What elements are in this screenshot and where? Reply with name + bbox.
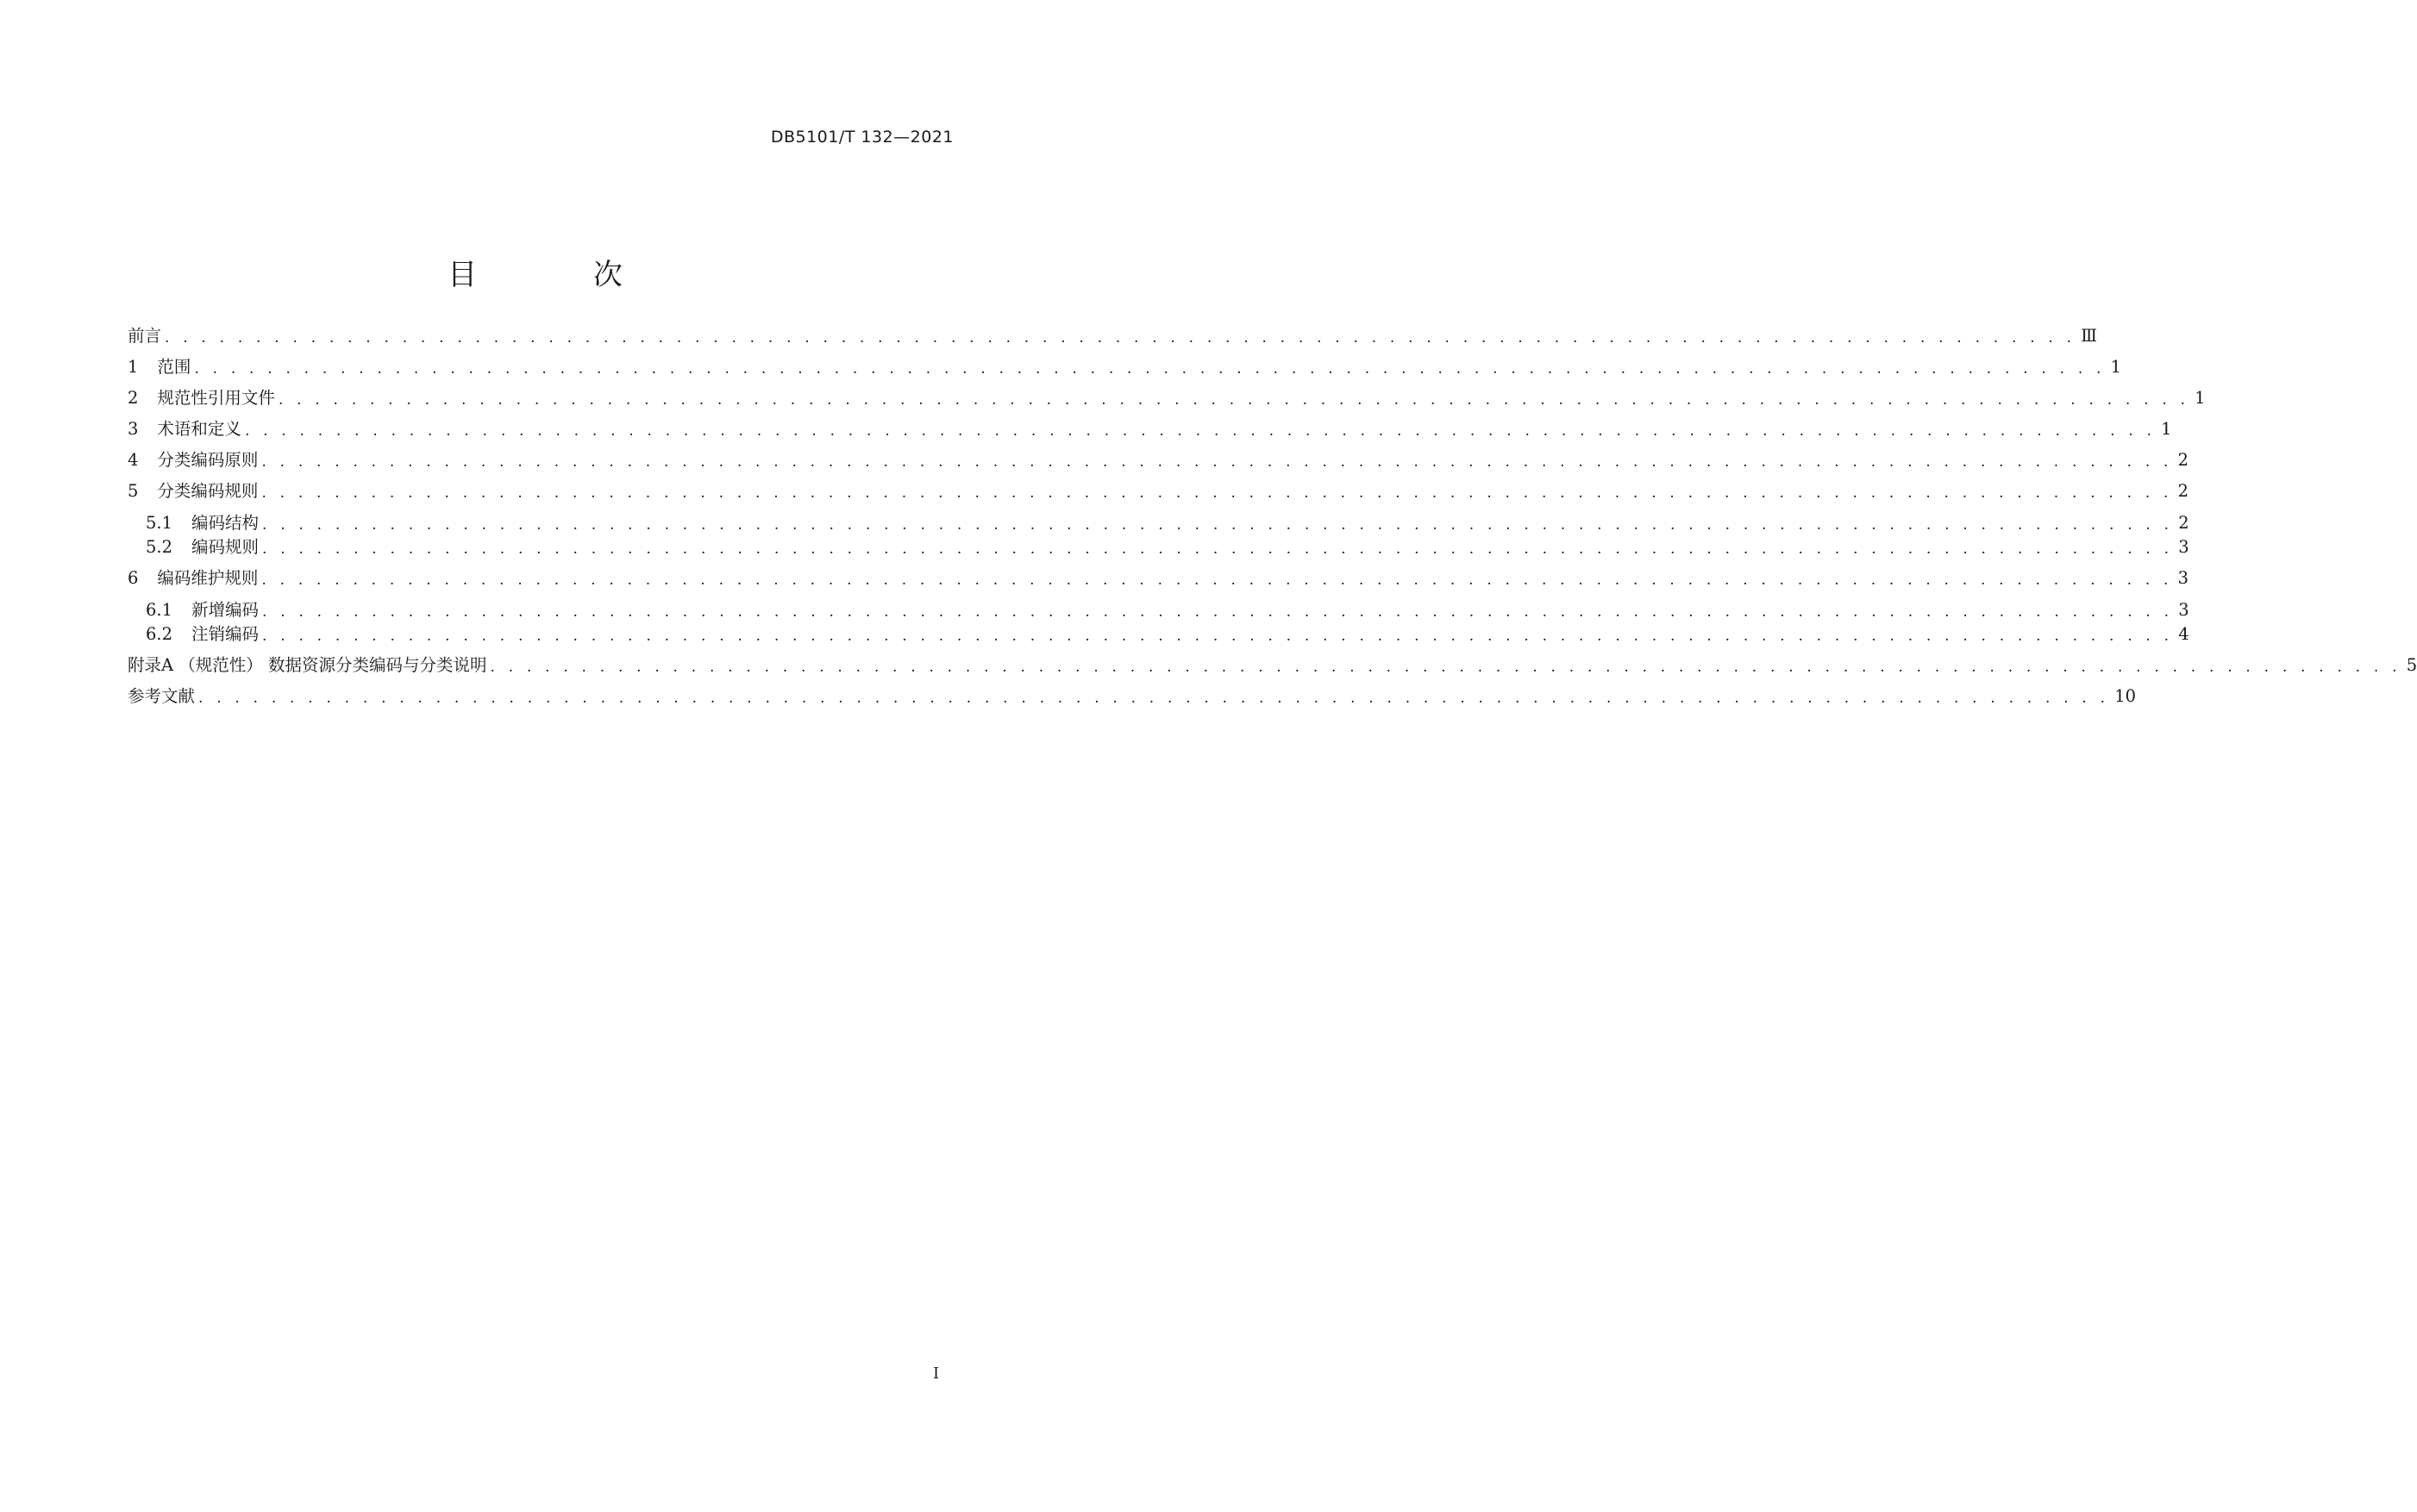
toc-entry-label: 编码规则	[191, 537, 260, 557]
toc-entry-terms-definitions[interactable]	[128, 415, 2172, 443]
toc-entry-number: 5	[128, 481, 139, 501]
toc-entry-number: 4	[128, 450, 139, 470]
toc-entry-number: 6.2	[146, 624, 173, 644]
toc-leader-dots: . . . . . . . . . . . . . . . . . . . . . . . . . . . . . . . . . . . . . . . . . . . . . . . . . . . . . . . . . . . . . . . . . . . . . . . . . . . . . . . . . . . . . . . . . . . . . . . . . . . . . . . . .	[261, 453, 2173, 471]
toc-entry-label: 注销编码	[191, 624, 260, 644]
toc-entry-number: 2	[128, 388, 139, 408]
toc-entry-label: 分类编码规则	[157, 481, 259, 501]
toc-entry-page: 3	[2178, 537, 2189, 557]
toc-leader-dots: . . . . . . . . . . . . . . . . . . . . . . . . . . . . . . . . . . . . . . . . . . . . . . . . . . . . . . . . . . . . . . . . . . . . . . . . . . . . . . . . . . . . . . . . . . . . . . . . . . . . . . . . .	[244, 422, 2157, 440]
toc-entry-number: 6.1	[146, 600, 173, 620]
toc-entry-page: 2	[2177, 481, 2189, 501]
toc-leader-dots: . . . . . . . . . . . . . . . . . . . . . . . . . . . . . . . . . . . . . . . . . . . . . . . . . . . . . . . . . . . . . . . . . . . . . . . . . . . . . . . . . . . . . . . . . . . . . . . . . . . . . . . . .	[165, 329, 2076, 347]
toc-entry-number: 1	[128, 357, 139, 377]
document-code: DB5101/T 132—2021	[770, 128, 954, 147]
toc-entry-normative-references[interactable]	[128, 384, 2206, 412]
toc-entry-cancel-codes[interactable]	[146, 621, 2189, 648]
page-number: I	[933, 1365, 940, 1383]
toc-entry-label: 新增编码	[191, 600, 260, 620]
toc-entry-number: 5.1	[146, 513, 173, 533]
toc-leader-dots: . . . . . . . . . . . . . . . . . . . . . . . . . . . . . . . . . . . . . . . . . . . . . . . . . . . . . . . . . . . . . . . . . . . . . . . . . . . . . . . . . . . . . . . . . . . . . . . . . . . . . . . . .	[262, 628, 2174, 645]
toc-leader-dots: . . . . . . . . . . . . . . . . . . . . . . . . . . . . . . . . . . . . . . . . . . . . . . . . . . . . . . . . . . . . . . . . . . . . . . . . . . . . . . . . . . . . . . . . . . . . . . . . . . . . . . . . .	[261, 484, 2173, 502]
toc-entry-label: 附录A （规范性） 数据资源分类编码与分类说明	[128, 655, 487, 675]
toc-entry-label: 前言	[128, 326, 162, 346]
toc-entry-number: 6	[128, 568, 139, 588]
toc-entry-label: 术语和定义	[157, 419, 241, 439]
toc-entry-maintenance-rules[interactable]	[128, 565, 2189, 592]
page-title: 目 次	[448, 257, 676, 292]
toc-entry-label: 编码结构	[191, 513, 260, 533]
toc-entry-label: 参考文献	[128, 686, 196, 706]
toc-entry-foreword[interactable]	[128, 322, 2098, 350]
toc-leader-dots: . . . . . . . . . . . . . . . . . . . . . . . . . . . . . . . . . . . . . . . . . . . . . . . . . . . . . . . . . . . . . . . . . . . . . . . . . . . . . . . . . . . . . . . . . . . . . . . . . . . . . . . . .	[262, 516, 2174, 534]
toc-entry-page: 3	[2178, 600, 2189, 620]
toc-entry-page: 4	[2178, 624, 2189, 644]
toc-entry-page: Ⅲ	[2081, 326, 2098, 346]
toc-entry-label: 分类编码原则	[157, 450, 259, 470]
toc-leader-dots: . . . . . . . . . . . . . . . . . . . . . . . . . . . . . . . . . . . . . . . . . . . . . . . . . . . . . . . . . . . . . . . . . . . . . . . . . . . . . . . . . . . . . . . . . . . . . . . . . . . . . . . . .	[194, 360, 2106, 378]
toc-entry-number: 5.2	[146, 537, 173, 557]
toc-entry-page: 10	[2114, 686, 2137, 706]
toc-entry-page: 1	[2195, 388, 2206, 408]
toc-leader-dots: . . . . . . . . . . . . . . . . . . . . . . . . . . . . . . . . . . . . . . . . . . . . . . . . . . . . . . . . . . . . . . . . . . . . . . . . . . . . . . . . . . . . . . . . . . . . . . . . . . . . . . . . .	[490, 659, 2401, 676]
toc-entry-page: 1	[2161, 419, 2172, 439]
toc-entry-bibliography[interactable]	[128, 683, 2137, 710]
toc-leader-dots: . . . . . . . . . . . . . . . . . . . . . . . . . . . . . . . . . . . . . . . . . . . . . . . . . . . . . . . . . . . . . . . . . . . . . . . . . . . . . . . . . . . . . . . . . . . . . . . . . . . . . . . . .	[198, 690, 2110, 707]
toc-leader-dots: . . . . . . . . . . . . . . . . . . . . . . . . . . . . . . . . . . . . . . . . . . . . . . . . . . . . . . . . . . . . . . . . . . . . . . . . . . . . . . . . . . . . . . . . . . . . . . . . . . . . . . . . .	[261, 572, 2173, 589]
toc-leader-dots: . . . . . . . . . . . . . . . . . . . . . . . . . . . . . . . . . . . . . . . . . . . . . . . . . . . . . . . . . . . . . . . . . . . . . . . . . . . . . . . . . . . . . . . . . . . . . . . . . . . . . . . . .	[278, 391, 2190, 409]
toc-entry-page: 5	[2406, 655, 2417, 675]
toc-leader-dots: . . . . . . . . . . . . . . . . . . . . . . . . . . . . . . . . . . . . . . . . . . . . . . . . . . . . . . . . . . . . . . . . . . . . . . . . . . . . . . . . . . . . . . . . . . . . . . . . . . . . . . . . .	[262, 540, 2174, 558]
toc-leader-dots: . . . . . . . . . . . . . . . . . . . . . . . . . . . . . . . . . . . . . . . . . . . . . . . . . . . . . . . . . . . . . . . . . . . . . . . . . . . . . . . . . . . . . . . . . . . . . . . . . . . . . . . . .	[262, 603, 2174, 621]
toc-entry-code-rules[interactable]	[146, 534, 2189, 561]
toc-entry-page: 2	[2178, 513, 2189, 533]
toc-entry-page: 3	[2177, 568, 2189, 588]
toc-entry-label: 规范性引用文件	[157, 388, 275, 408]
toc-entry-page: 1	[2110, 357, 2122, 377]
toc-entry-number: 3	[128, 419, 139, 439]
toc-entry-coding-principles[interactable]	[128, 447, 2189, 474]
toc-entry-label: 编码维护规则	[157, 568, 259, 588]
toc-entry-coding-rules[interactable]	[128, 478, 2189, 505]
toc-entry-page: 2	[2177, 450, 2189, 470]
toc-entry-scope[interactable]	[128, 353, 2122, 381]
toc-entry-label: 范围	[157, 357, 191, 377]
toc-entry-appendix-a[interactable]	[128, 652, 2417, 679]
